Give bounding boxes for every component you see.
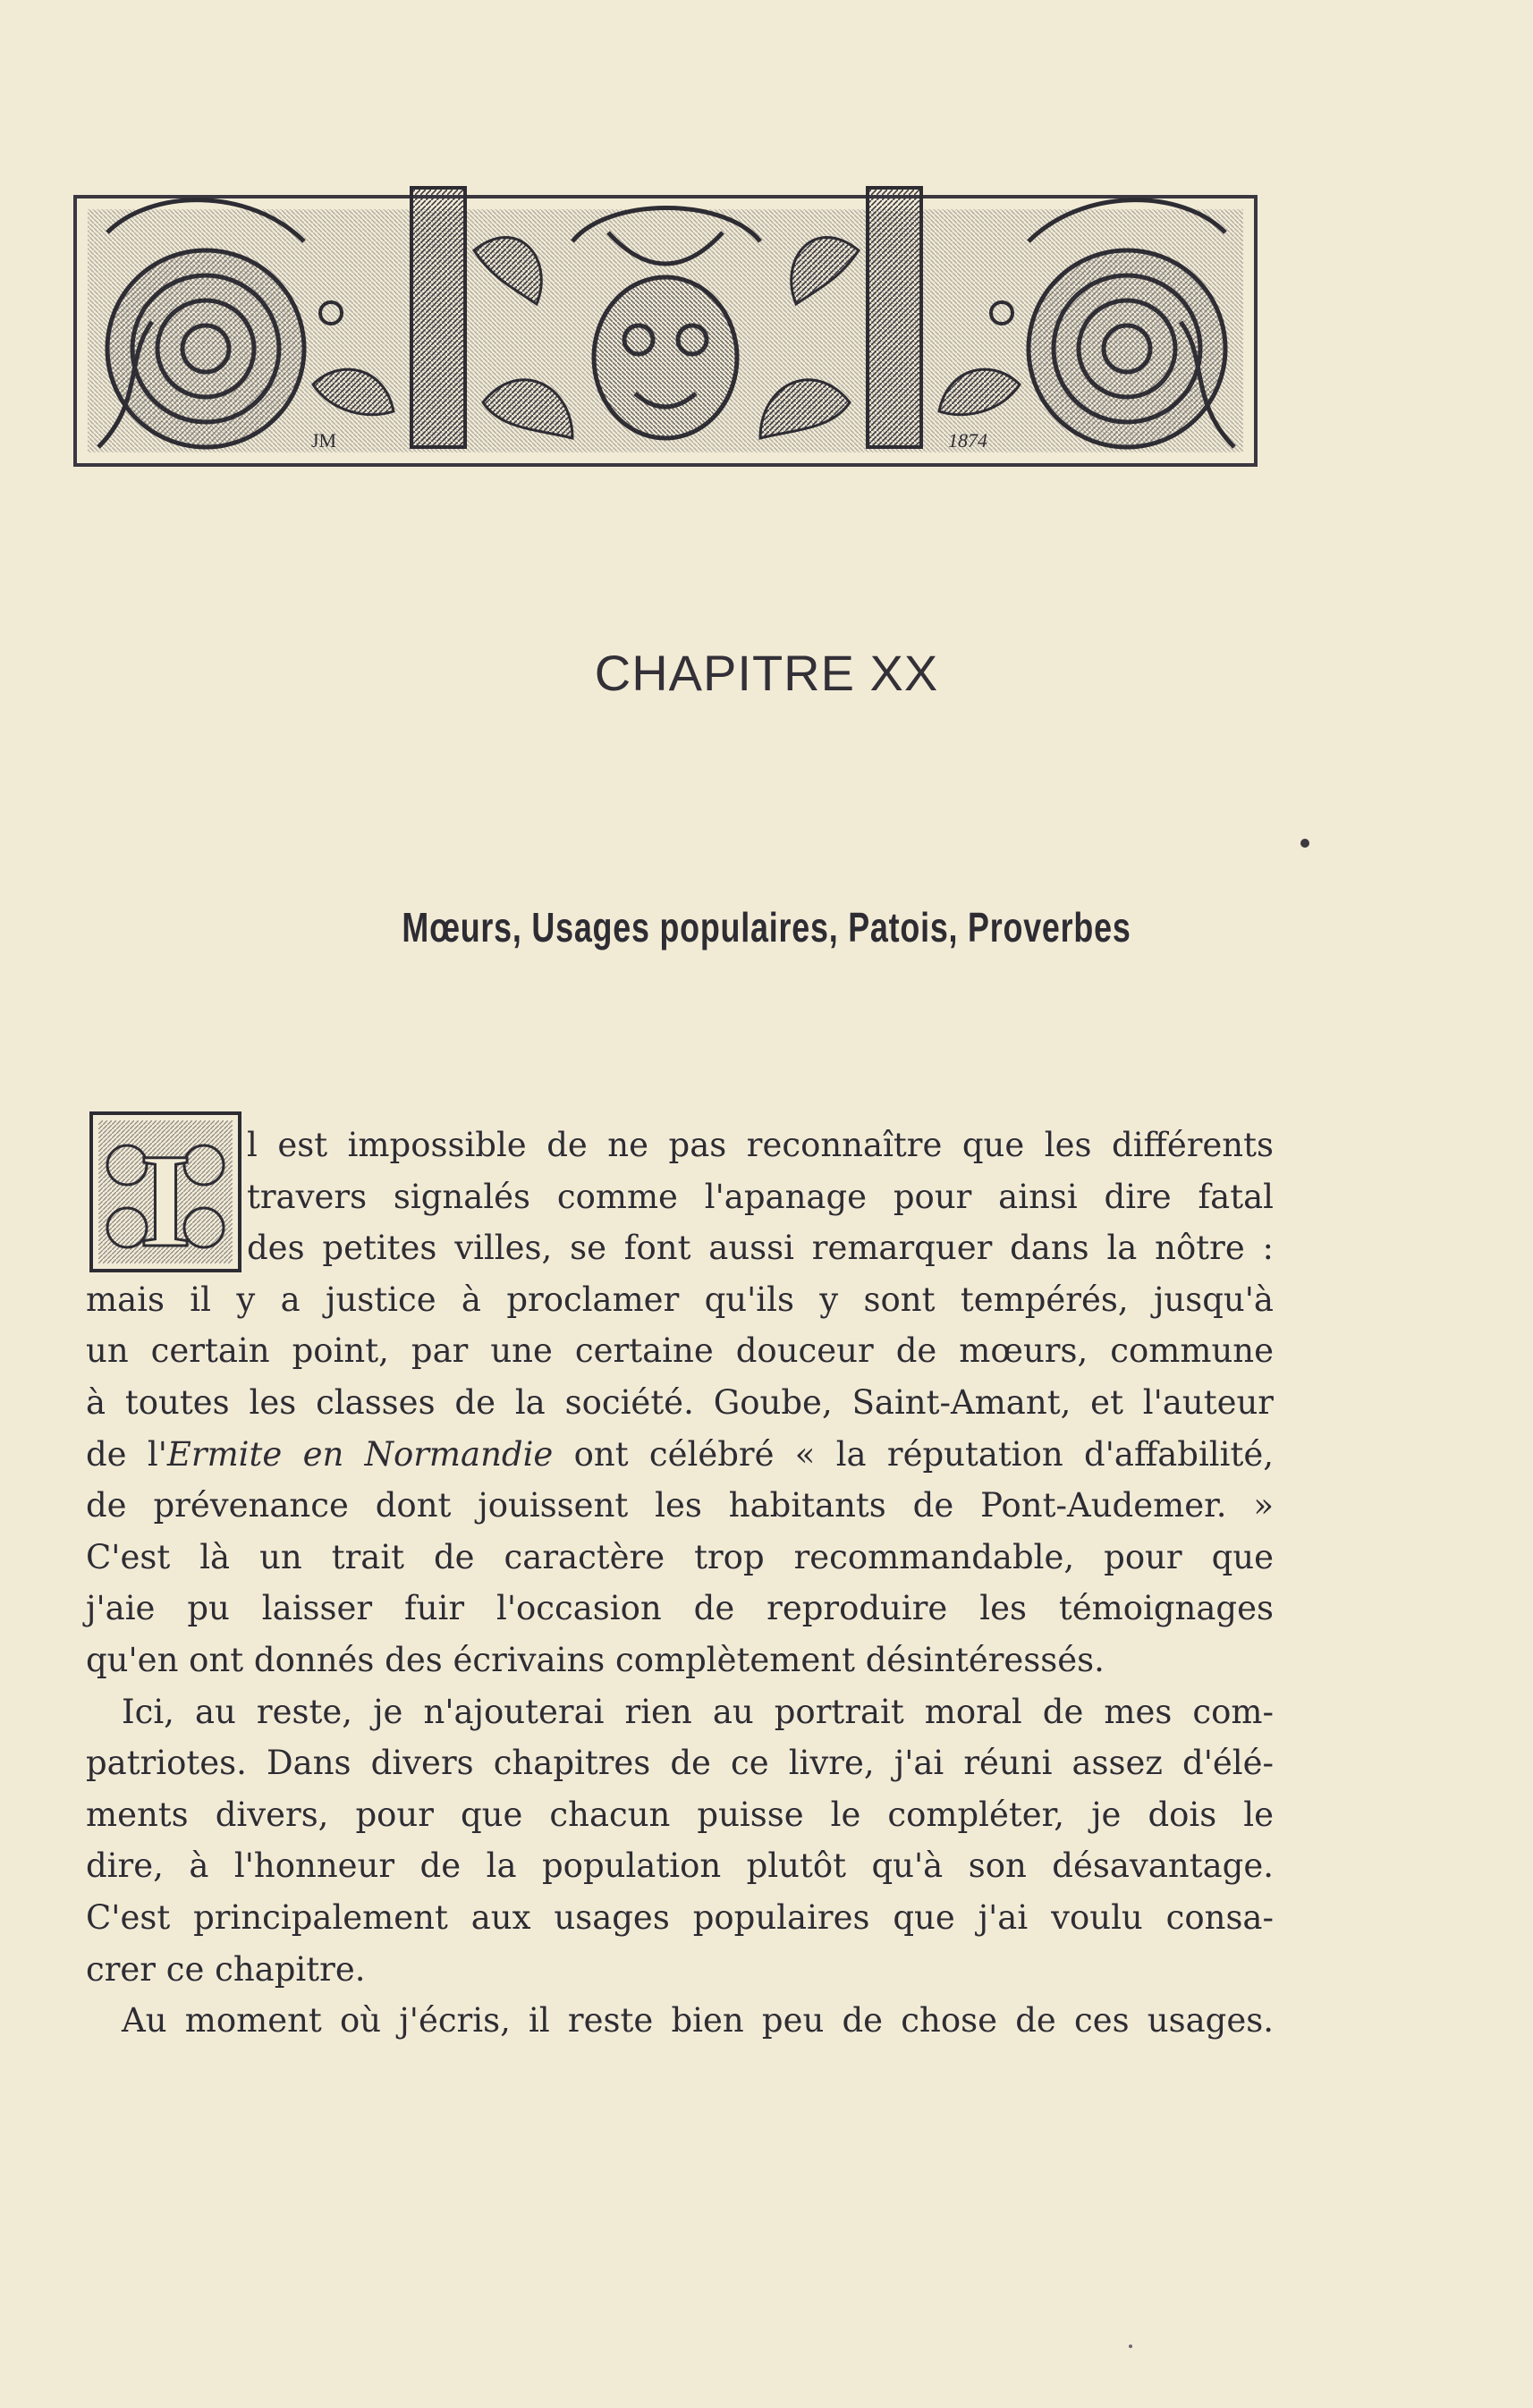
chapter-title: CHAPITRE XX [594, 645, 939, 701]
book-title-italic: Ermite en Normandie [166, 1434, 554, 1474]
text-line: l est impossible de ne pas reconnaître que les différents [247, 1126, 1274, 1164]
text-line [86, 1429, 1274, 1481]
text-line: Ici, au reste, je n'ajouterai rien au portrait moral de mes com- [122, 1692, 1274, 1731]
body-text [86, 1120, 1274, 2047]
text-fragment: ont célébré « la réputation d'affabilité, [553, 1434, 1274, 1474]
text-line: travers signalés comme l'apanage pour ainsi dire fatal [247, 1177, 1274, 1216]
text-line: des petites villes, se font aussi remarquer dans la nôtre : [247, 1229, 1274, 1268]
text-line: C'est là un trait de caractère trop recommandable, pour que [86, 1537, 1274, 1576]
text-line: ments divers, pour que chacun puisse le compléter, je dois le [86, 1795, 1274, 1834]
ink-speck [1300, 839, 1309, 848]
text-line: crer ce chapitre. [86, 1949, 366, 1989]
text-line: C'est principalement aux usages populaires que j'ai voulu consa- [86, 1897, 1274, 1937]
ink-speck [1129, 2345, 1132, 2348]
text-line: mais il y a justice à proclamer qu'ils y sont tempérés, jusqu'à [86, 1280, 1274, 1319]
text-line: Au moment où j'écris, il reste bien peu de chose de ces usages. [122, 2001, 1274, 2040]
text-line: un certain point, par une certaine douceur de mœurs, commune [86, 1331, 1274, 1371]
text-line: à toutes les classes de la société. Goube, Saint-Amant, et l'auteur [86, 1382, 1274, 1422]
ornamental-headpiece [72, 179, 1259, 469]
drop-cap-letter: I [139, 1127, 192, 1272]
text-line: patriotes. Dans divers chapitres de ce livre, j'ai réuni assez d'élé- [86, 1744, 1274, 1783]
text-line: de prévenance dont jouissent les habitants de Pont-Audemer. » [86, 1486, 1274, 1525]
text-line: dire, à l'honneur de la population plutôt qu'à son désavantage. [86, 1846, 1274, 1886]
text-line: qu'en ont donnés des écrivains complètement désintéressés. [86, 1640, 1105, 1679]
chapter-subtitle: Mœurs, Usages populaires, Patois, Proverbes [402, 904, 1131, 951]
ornament-year: 1874 [948, 429, 987, 452]
ornament-signature: JM [311, 429, 337, 452]
text-line: j'aie pu laisser fuir l'occasion de reproduire les témoignages [86, 1589, 1274, 1628]
text-fragment: de l' [86, 1434, 167, 1474]
